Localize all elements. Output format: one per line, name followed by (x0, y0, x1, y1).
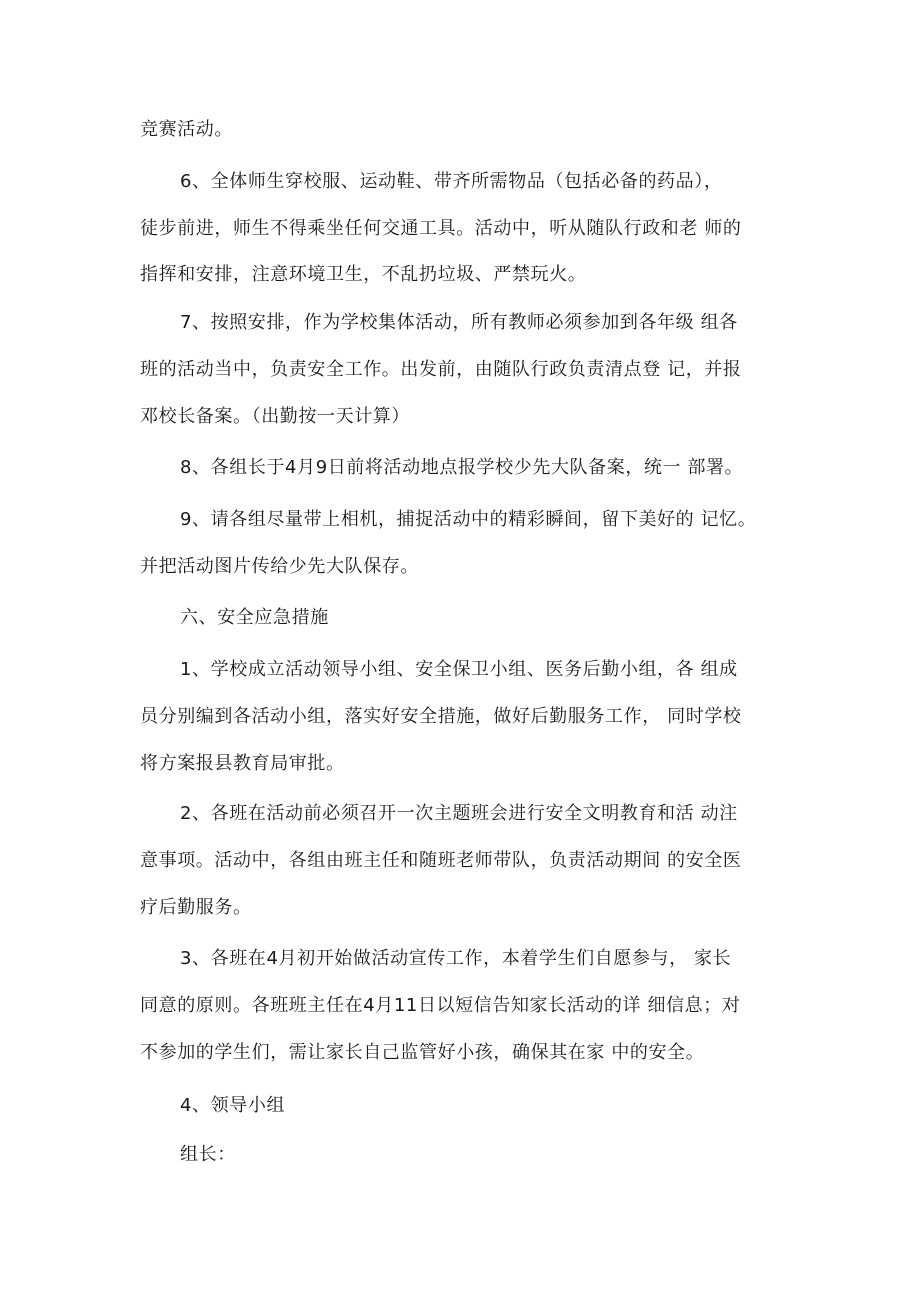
text-line-20: 不参加的学生们，需让家长自己监管好小孩，确保其在家 中的安全。 (140, 1042, 705, 1063)
text-line-15: 2、各班在活动前必须召开一次主题班会进行安全文明教育和活 动注 (180, 803, 738, 824)
text-line-9: 9、请各组尽量带上相机，捕捉活动中的精彩瞬间，留下美好的 记忆。 (180, 509, 757, 530)
text-line-8: 8、各组长于4月9日前将活动地点报学校少先大队备案，统一 部署。 (180, 457, 744, 478)
text-line-1: 竞赛活动。 (140, 119, 233, 140)
text-line-4: 指挥和安排，注意环境卫生，不乱扔垃圾、严禁玩火。 (140, 264, 587, 285)
text-line-22: 组长： (180, 1144, 236, 1165)
text-line-7: 邓校长备案。（出勤按一天计算） (140, 406, 410, 427)
text-line-21: 4、领导小组 (180, 1095, 286, 1116)
text-line-10: 并把活动图片传给少先大队保存。 (140, 556, 419, 577)
text-line-13: 员分别编到各活动小组，落实好安全措施，做好后勤服务工作， 同时学校 (140, 706, 742, 727)
text-line-3: 徒步前进，师生不得乘坐任何交通工具。活动中，听从随队行政和老 师的 (140, 218, 742, 239)
text-line-12: 1、学校成立活动领导小组、安全保卫小组、医务后勤小组，各 组成 (180, 659, 738, 680)
text-line-17: 疗后勤服务。 (140, 897, 252, 918)
section-heading: 六、安全应急措施 (180, 607, 329, 628)
text-line-6: 班的活动当中，负责安全工作。出发前，由随队行政负责清点登 记，并报 (140, 359, 742, 380)
text-line-18: 3、各班在4月初开始做活动宣传工作，本着学生们自愿参与， 家长 (180, 948, 732, 969)
text-line-5: 7、按照安排，作为学校集体活动，所有教师必须参加到各年级 组各 (180, 312, 738, 333)
text-line-19: 同意的原则。各班班主任在4月11日以短信告知家长活动的详 细信息；对 (140, 995, 741, 1016)
text-line-14: 将方案报县教育局审批。 (140, 753, 345, 774)
text-line-2: 6、全体师生穿校服、运动鞋、带齐所需物品（包括必备的药品）， (180, 171, 723, 192)
text-line-16: 意事项。活动中，各组由班主任和随班老师带队，负责活动期间 的安全医 (140, 850, 742, 871)
